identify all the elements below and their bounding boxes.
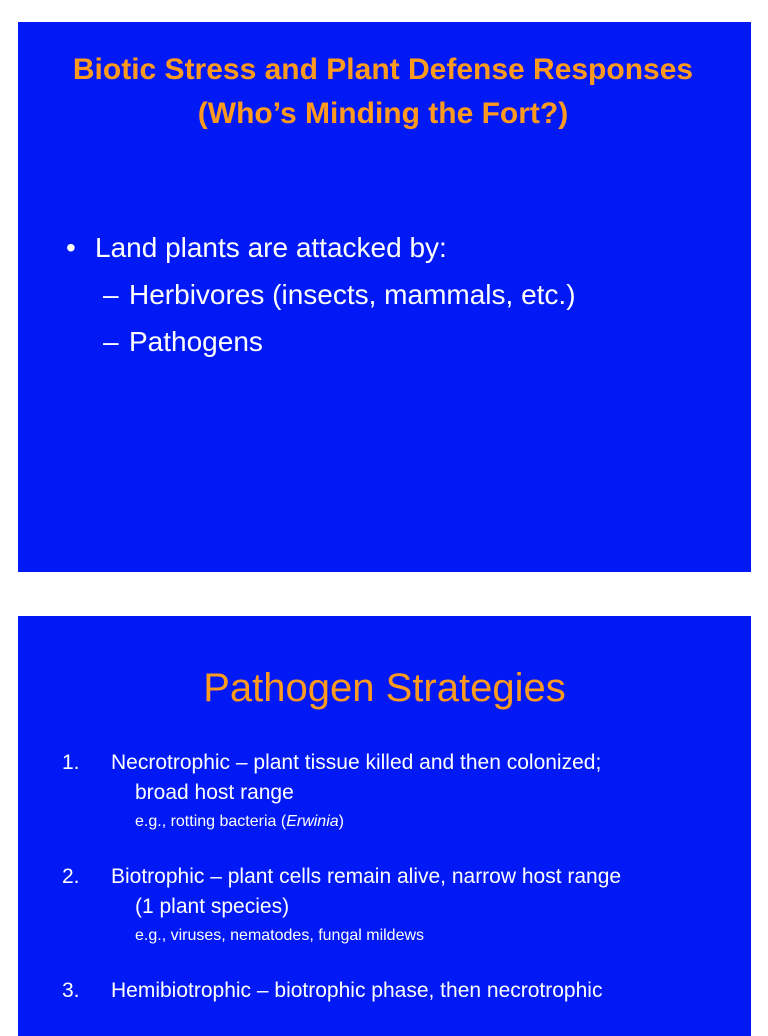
list-item-text — [62, 976, 732, 1006]
list-item-line: Biotrophic – plant cells remain alive, narrow host range — [111, 865, 622, 888]
sub-item-text: Pathogens — [129, 326, 263, 357]
strategy-list — [62, 748, 732, 1032]
list-item-line: Hemibiotrophic – biotrophic phase, then necrotrophic — [111, 979, 603, 1002]
bullet-marker: • — [66, 232, 76, 263]
dash-marker: – — [103, 326, 119, 357]
slide-1-title: Biotic Stress and Plant Defense Responses (Who’s Minding the Fort?) — [72, 53, 694, 130]
list-number: 1. — [62, 751, 80, 774]
slide-2-title: Pathogen Strategies — [203, 666, 566, 710]
slide-2 — [18, 616, 751, 1036]
sub-item-text: Herbivores (insects, mammals, etc.) — [129, 279, 576, 310]
list-item-necrotrophic — [62, 748, 732, 836]
list-item-text — [62, 862, 732, 922]
list-item-biotrophic — [62, 862, 732, 950]
list-item-hemibiotrophic — [62, 976, 732, 1006]
list-item-example: e.g., viruses, nematodes, fungal mildews — [135, 927, 425, 944]
bullet-item — [66, 224, 576, 271]
list-item-example — [62, 808, 732, 836]
list-number: 3. — [62, 979, 80, 1002]
bullet-text: Land plants are attacked by: — [95, 232, 447, 263]
list-item-text — [62, 748, 732, 808]
example-italic: Erwinia — [286, 813, 339, 830]
sub-item-pathogens — [66, 318, 576, 365]
sub-item-herbivores — [66, 271, 576, 318]
list-number: 2. — [62, 865, 80, 888]
dash-marker: – — [103, 279, 119, 310]
example-prefix: e.g., rotting bacteria ( — [135, 813, 287, 830]
list-item-line: Necrotrophic – plant tissue killed and then colonized; — [111, 751, 602, 774]
slide-1-body — [66, 224, 576, 365]
example-suffix: ) — [338, 813, 344, 830]
slide-1 — [18, 22, 751, 572]
list-item-continuation: (1 plant species) — [135, 895, 290, 918]
list-item-continuation: broad host range — [135, 781, 294, 804]
